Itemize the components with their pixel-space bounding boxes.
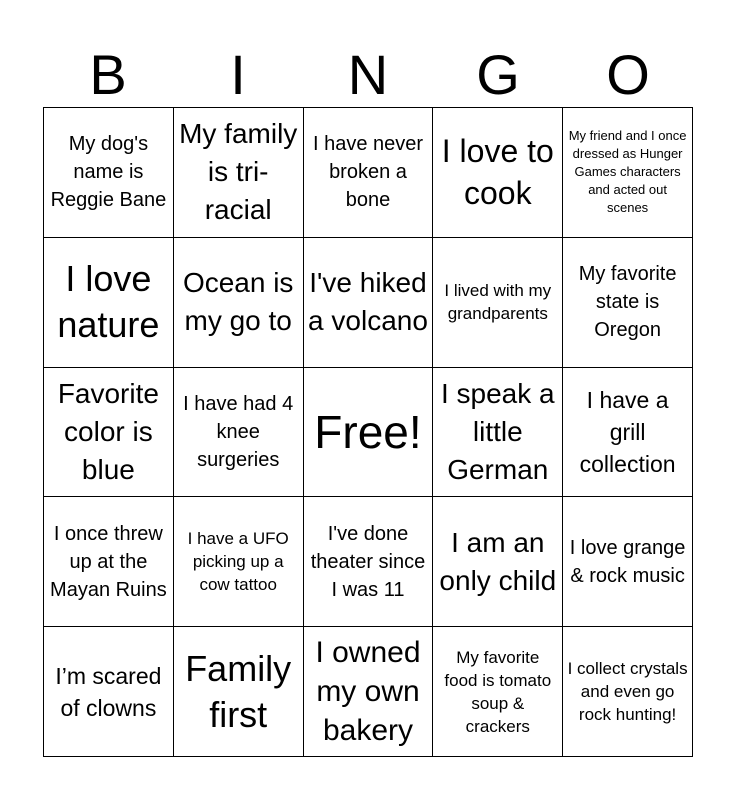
bingo-cell[interactable] [44,368,174,498]
cell-text: Family first [185,647,292,735]
cell-text: I have had 4 knee surgeries [183,392,294,471]
bingo-cell[interactable] [44,497,174,627]
bingo-cell[interactable] [433,497,563,627]
cell-text: Ocean is my go to [182,267,294,337]
bingo-header [43,44,693,106]
cell-text: My family is tri-racial [179,118,298,226]
bingo-cell[interactable] [44,108,174,238]
bingo-cell[interactable] [44,238,174,368]
cell-text: My friend and I once dressed as Hunger Games characters and acted out scenes [568,128,687,216]
bingo-cell[interactable] [563,497,693,627]
bingo-cell[interactable] [563,238,693,368]
bingo-cell[interactable] [433,108,563,238]
cell-text: My favorite food is tomato soup & crackers [444,647,552,736]
bingo-cell[interactable] [304,238,434,368]
header-letter-g: G [476,43,520,106]
cell-text: I love grange & rock music [569,536,686,587]
bingo-cell[interactable] [174,627,304,757]
cell-text: I lived with my grandparents [444,281,552,324]
cell-text: I love nature [57,258,160,346]
bingo-cell[interactable] [174,108,304,238]
header-letter-o: O [606,43,650,106]
cell-text: My dog's name is Reggie Bane [50,133,167,212]
bingo-cell[interactable] [174,368,304,498]
bingo-cell[interactable] [304,108,434,238]
cell-text: My favorite state is Oregon [578,263,677,342]
bingo-cell[interactable] [44,627,174,757]
bingo-cell[interactable] [174,497,304,627]
bingo-grid [43,107,693,757]
header-letter-n: N [347,43,389,106]
cell-text: Favorite color is blue [57,377,159,485]
cell-text: I've done theater since I was 11 [310,522,426,601]
bingo-cell[interactable] [304,627,434,757]
cell-text: I collect crystals and even go rock hunting! [567,659,688,725]
bingo-cell[interactable] [563,368,693,498]
header-letter-b: B [89,43,127,106]
cell-text: I love to cook [441,133,554,212]
bingo-cell[interactable] [433,368,563,498]
cell-text: I have never broken a bone [312,133,424,212]
cell-text: I am an only child [439,526,557,596]
cell-text: I have a UFO picking up a cow tattoo [187,529,289,595]
cell-text: Free! [314,405,422,458]
bingo-cell[interactable] [563,627,693,757]
bingo-cell[interactable] [433,238,563,368]
free-space-cell[interactable] [304,368,434,498]
bingo-cell[interactable] [304,497,434,627]
cell-text: I owned my own bakery [315,636,421,748]
cell-text: I’m scared of clowns [55,662,162,721]
cell-text: I once threw up at the Mayan Ruins [50,522,167,601]
header-letter-i: I [230,43,246,106]
bingo-cell[interactable] [174,238,304,368]
bingo-cell[interactable] [433,627,563,757]
cell-text: I've hiked a volcano [308,267,428,337]
cell-text: I have a grill collection [579,386,676,477]
cell-text: I speak a little German [440,377,555,485]
bingo-cell[interactable] [563,108,693,238]
